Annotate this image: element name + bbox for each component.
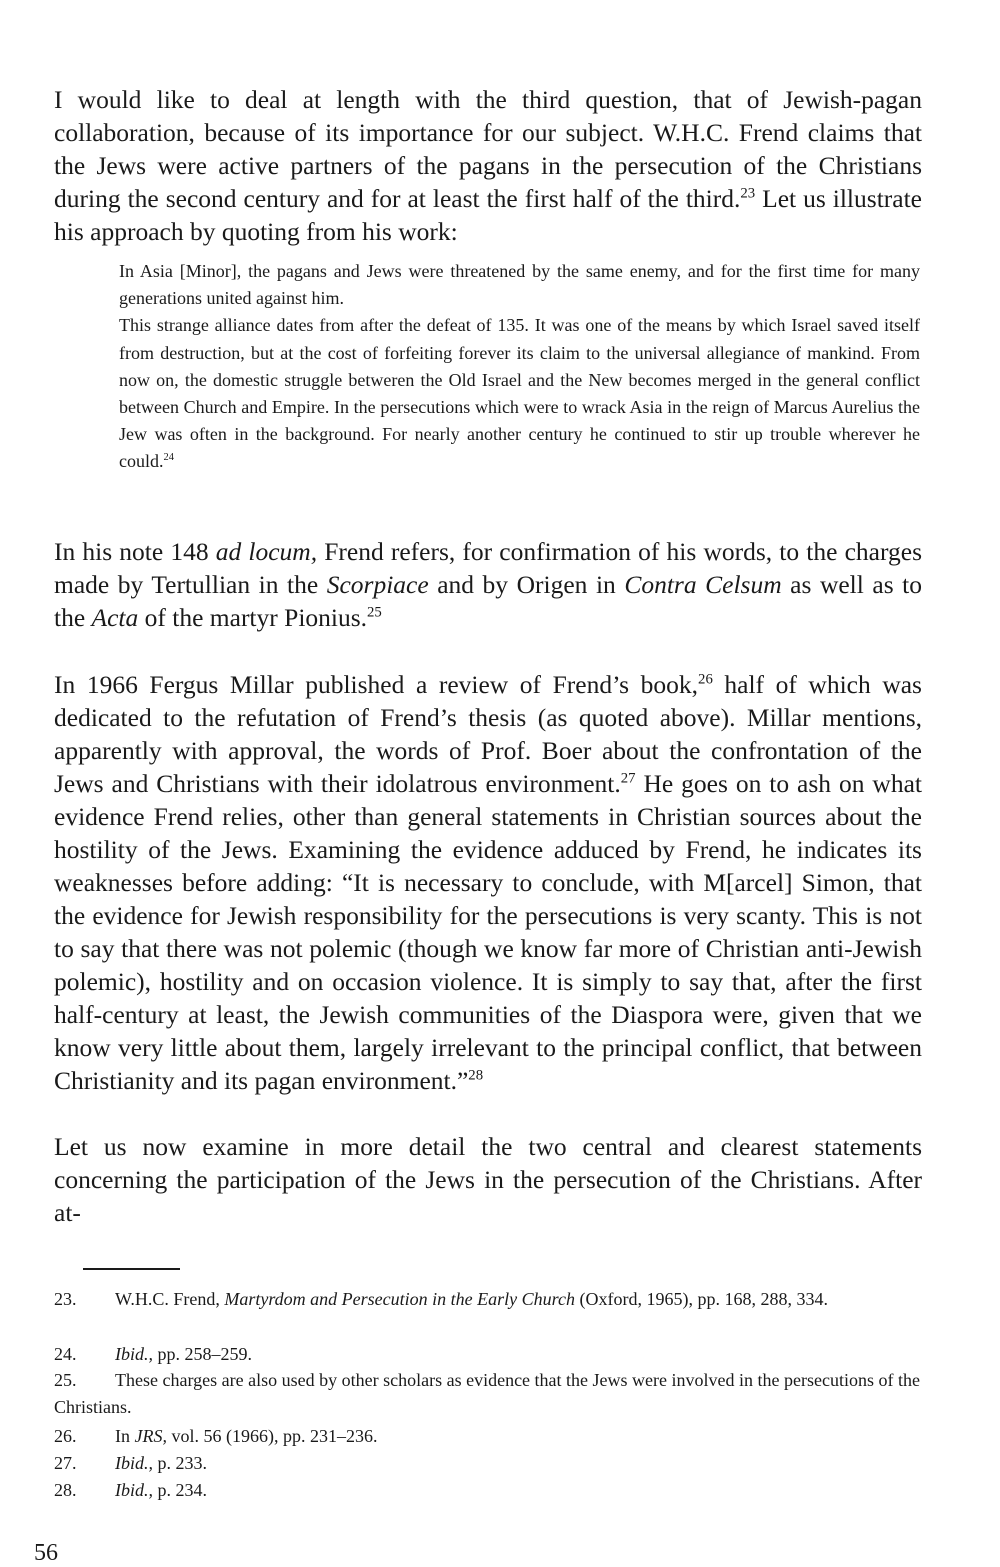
- footnote-italic: JRS,: [134, 1426, 167, 1446]
- paragraph-2-text-2: Frend refers, for confirmation of his words, to the charges made by Tertullian in the: [54, 537, 922, 599]
- paragraph-3-text-b: half of which was dedicated to the refutation of Frend’s thesis (as quoted above). Millar mentions, apparently with approval, the words of Prof. Boer about the confrontation of the Jews and Christians with their idolatrous environment.: [54, 670, 922, 798]
- footnote-number: 24.: [54, 1344, 77, 1364]
- paragraph-1-text-b: Let us illustrate his approach by quoting from his work:: [54, 184, 922, 246]
- footnote-28: [54, 1477, 920, 1504]
- footnote-text-end: (Oxford, 1965), pp. 168, 288, 334.: [574, 1289, 828, 1309]
- block-quote-line-1: In Asia [Minor], the pagans and Jews were threatened by the same enemy, and for the first time for many generations united against him.: [119, 261, 920, 309]
- footnote-26: [54, 1423, 920, 1450]
- paragraph-2-text-5: of the martyr Pionius.: [138, 603, 368, 632]
- footnote-ref-24[interactable]: 24: [163, 452, 174, 464]
- footnote-number: 26.: [54, 1426, 77, 1446]
- paragraph-2-text-4: as well as to the: [54, 570, 922, 632]
- footnote-25: [54, 1367, 920, 1421]
- footnote-text-end: pp. 258–259.: [153, 1344, 252, 1364]
- footnote-divider: [83, 1268, 180, 1270]
- footnote-23: [54, 1286, 920, 1313]
- italic-ad-locum: ad locum,: [215, 537, 318, 566]
- paragraph-3: [54, 668, 922, 1097]
- block-quote-line-2: [119, 312, 920, 475]
- paragraph-1-text-a: I would like to deal at length with the third question, that of Jewish-pagan collaboration, because of its importance for our subject. W.H.C. Frend claims that the Jews were active partners of the pagans in the persecution of the Christians during the second century and for at least the first half of the third.: [54, 85, 922, 213]
- footnote-italic: Ibid.,: [115, 1344, 153, 1364]
- italic-contra-celsum: Contra Celsum: [624, 570, 782, 599]
- footnote-ref-27[interactable]: 27: [620, 770, 636, 787]
- footnote-number: 25.: [54, 1370, 77, 1390]
- footnote-ref-28[interactable]: 28: [468, 1067, 484, 1084]
- footnote-text-end: p. 234.: [153, 1480, 207, 1500]
- block-quote: [119, 258, 920, 476]
- page-number: 56: [34, 1540, 58, 1566]
- footnote-number: 23.: [54, 1289, 77, 1309]
- italic-scorpiace: Scorpiace: [326, 570, 429, 599]
- paragraph-2-text-3: and by Origen in: [428, 570, 625, 599]
- paragraph-3-text-c: He goes on to ash on what evidence Frend relies, other than general statements in Christian sources about the hostility of the Jews. Examining the evidence adduced by Frend, he indicates its weaknesses before adding: “It is necessary to conclude, with M[arcel] Simon, that the evidence for Jewish responsibility for the persecutions is very scanty. This is not to say that there was not polemic (though we know far more of Christian anti-Jewish polemic), hostility and on occasion violence. It is simply to say that, after the first half-century at least, the Jewish communities of the Diaspora were, given that we know very little about them, largely irrelevant to the principal conflict, that between Christianity and its pagan environment.”: [54, 769, 922, 1095]
- footnote-text: These charges are also used by other scholars as evidence that the Jews were involved in the persecutions of the Christians.: [54, 1370, 920, 1417]
- footnote-24: [54, 1341, 920, 1368]
- italic-acta: Acta: [91, 603, 139, 632]
- footnote-text-end: vol. 56 (1966), pp. 231–236.: [166, 1426, 378, 1446]
- paragraph-2: [54, 535, 922, 634]
- footnote-number: 28.: [54, 1480, 77, 1500]
- footnote-27: [54, 1450, 920, 1477]
- footnote-text: In: [115, 1426, 135, 1446]
- footnote-italic: Ibid.,: [115, 1480, 153, 1500]
- footnote-italic: Martyrdom and Persecution in the Early Church: [224, 1289, 575, 1309]
- footnote-text-end: p. 233.: [153, 1453, 207, 1473]
- footnote-text: W.H.C. Frend,: [115, 1289, 225, 1309]
- footnote-ref-23[interactable]: 23: [740, 185, 756, 202]
- footnote-number: 27.: [54, 1453, 77, 1473]
- block-quote-line-2-text: This strange alliance dates from after the defeat of 135. It was one of the means by which Israel saved itself from destruction, but at the cost of forfeiting forever its claim to the universal allegiance of mankind. From now on, the domestic struggle betweren the Old Israel and the New becomes merged in the general conflict between Church and Empire. In the persecutions which were to wrack Asia in the reign of Marcus Aurelius the Jew was often in the background. For nearly another century he continued to stir up trouble wherever he could.: [119, 315, 920, 472]
- paragraph-1: [54, 83, 922, 248]
- paragraph-2-text-1: In his note 148: [54, 537, 216, 566]
- paragraph-4: Let us now examine in more detail the two central and clearest statements concerning the participation of the Jews in the persecution of the Christians. After at-: [54, 1132, 922, 1227]
- footnote-ref-26[interactable]: 26: [698, 671, 713, 688]
- footnote-ref-25[interactable]: 25: [367, 604, 382, 621]
- footnote-italic: Ibid.,: [115, 1453, 153, 1473]
- paragraph-3-text-a: In 1966 Fergus Millar published a review of Frend’s book,: [54, 670, 699, 699]
